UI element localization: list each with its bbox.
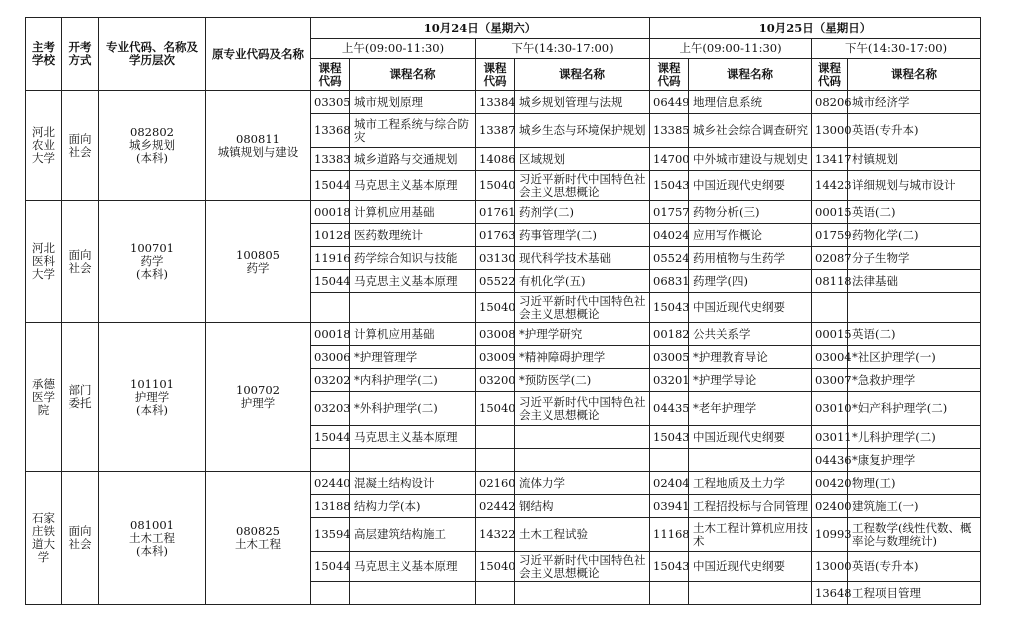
course-code: 00182 xyxy=(650,323,689,346)
course-code: 03200 xyxy=(476,369,515,392)
course-name: *护理学导论 xyxy=(689,369,812,392)
course-name: 区域规划 xyxy=(515,148,650,171)
table-row xyxy=(26,91,981,114)
course-name: 马克思主义基本原理 xyxy=(350,270,476,293)
course-code: 14423 xyxy=(812,171,848,201)
course-code: 00015 xyxy=(812,201,848,224)
course-name: 英语(专升本) xyxy=(848,114,981,148)
course-name: 城乡规划管理与法规 xyxy=(515,91,650,114)
course-code: 13417 xyxy=(812,148,848,171)
course-name: 习近平新时代中国特色社会主义思想概论 xyxy=(515,392,650,426)
course-code: 13385 xyxy=(650,114,689,148)
major-level: (本科) xyxy=(136,151,168,165)
course-name: 城市经济学 xyxy=(848,91,981,114)
course-code: 02400 xyxy=(812,495,848,518)
course-name: 药物化学(二) xyxy=(848,224,981,247)
school-name: 承德医学院 xyxy=(26,323,62,472)
course-code: 15040 xyxy=(476,392,515,426)
orig-major-code: 100702 xyxy=(236,383,280,397)
course-code: 14322 xyxy=(476,518,515,552)
course-name: 药学综合知识与技能 xyxy=(350,247,476,270)
course-name: 城乡社会综合调查研究 xyxy=(689,114,812,148)
header-day2-pm: 下午(14:30-17:00) xyxy=(812,39,981,59)
course-name: 药物分析(三) xyxy=(689,201,812,224)
course-code: 15043 xyxy=(650,552,689,582)
table-row xyxy=(26,323,981,346)
course-name xyxy=(689,449,812,472)
course-name: 土木工程试验 xyxy=(515,518,650,552)
course-code: 03009 xyxy=(476,346,515,369)
course-code: 15044 xyxy=(311,426,350,449)
course-code xyxy=(476,582,515,605)
course-code: 02404 xyxy=(650,472,689,495)
course-name: 药用植物与生药学 xyxy=(689,247,812,270)
course-name: 高层建筑结构施工 xyxy=(350,518,476,552)
course-name: 现代科学技术基础 xyxy=(515,247,650,270)
major-info xyxy=(99,323,206,472)
course-code: 04024 xyxy=(650,224,689,247)
course-code xyxy=(650,449,689,472)
course-name: 计算机应用基础 xyxy=(350,201,476,224)
header-method: 开考方式 xyxy=(62,18,99,91)
course-code: 14086 xyxy=(476,148,515,171)
course-code: 13000 xyxy=(812,114,848,148)
course-name: 物理(工) xyxy=(848,472,981,495)
course-code: 08118 xyxy=(812,270,848,293)
major-name: 护理学 xyxy=(134,389,170,404)
course-code: 11916 xyxy=(311,247,350,270)
schedule-body xyxy=(26,91,981,605)
table-row xyxy=(26,201,981,224)
course-name: *老年护理学 xyxy=(689,392,812,426)
course-name: 城乡生态与环境保护规划 xyxy=(515,114,650,148)
course-code: 03010 xyxy=(812,392,848,426)
course-code: 00018 xyxy=(311,323,350,346)
header-day1: 10月24日（星期六） xyxy=(311,18,650,39)
course-code: 03203 xyxy=(311,392,350,426)
course-name: 药事管理学(二) xyxy=(515,224,650,247)
major-info xyxy=(99,201,206,323)
major-name: 土木工程 xyxy=(129,530,175,545)
course-name: 医药数理统计 xyxy=(350,224,476,247)
course-name: *精神障碍护理学 xyxy=(515,346,650,369)
course-code: 15044 xyxy=(311,171,350,201)
course-code: 10128 xyxy=(311,224,350,247)
course-code: 02087 xyxy=(812,247,848,270)
course-code: 13188 xyxy=(311,495,350,518)
course-name: 药理学(四) xyxy=(689,270,812,293)
header-day1-pm: 下午(14:30-17:00) xyxy=(476,39,650,59)
course-name: 建筑施工(一) xyxy=(848,495,981,518)
course-code: 15040 xyxy=(476,171,515,201)
course-name: 习近平新时代中国特色社会主义思想概论 xyxy=(515,293,650,323)
course-name: 中国近现代史纲要 xyxy=(689,171,812,201)
course-code: 11168 xyxy=(650,518,689,552)
course-code xyxy=(476,426,515,449)
orig-major-info xyxy=(206,323,311,472)
exam-schedule-table xyxy=(25,17,981,605)
orig-major-code: 080825 xyxy=(236,524,280,538)
course-name: *康复护理学 xyxy=(848,449,981,472)
course-name: 钢结构 xyxy=(515,495,650,518)
major-level: (本科) xyxy=(136,402,168,417)
course-name: 混凝土结构设计 xyxy=(350,472,476,495)
header-course-code: 课程代码 xyxy=(650,59,689,91)
school-name: 河北农业大学 xyxy=(26,91,62,201)
course-code: 13387 xyxy=(476,114,515,148)
course-code: 15044 xyxy=(311,270,350,293)
course-code: 03130 xyxy=(476,247,515,270)
header-school: 主考学校 xyxy=(26,18,62,91)
course-code: 06449 xyxy=(650,91,689,114)
course-code: 01761 xyxy=(476,201,515,224)
course-name: 城市规划原理 xyxy=(350,91,476,114)
course-code: 02442 xyxy=(476,495,515,518)
exam-method: 部门委托 xyxy=(62,323,99,472)
header-course-name: 课程名称 xyxy=(350,59,476,91)
course-name: 中国近现代史纲要 xyxy=(689,426,812,449)
orig-major-name: 土木工程 xyxy=(235,537,281,551)
course-code: 03202 xyxy=(311,369,350,392)
course-code: 01757 xyxy=(650,201,689,224)
course-name: *社区护理学(一) xyxy=(848,346,981,369)
course-name: *内科护理学(二) xyxy=(350,369,476,392)
course-code: 13648 xyxy=(812,582,848,605)
header-day1-am: 上午(09:00-11:30) xyxy=(311,39,476,59)
course-name: 中外城市建设与规划史 xyxy=(689,148,812,171)
school-name: 石家庄铁道大学 xyxy=(26,472,62,605)
course-name: 计算机应用基础 xyxy=(350,323,476,346)
course-code: 00420 xyxy=(812,472,848,495)
major-code: 081001 xyxy=(130,517,174,532)
major-code: 082802 xyxy=(130,125,174,139)
orig-major-code: 080811 xyxy=(236,131,280,146)
course-code: 15044 xyxy=(311,552,350,582)
course-name: 法律基础 xyxy=(848,270,981,293)
exam-method: 面向社会 xyxy=(62,91,99,201)
course-code: 03201 xyxy=(650,369,689,392)
course-code: 03941 xyxy=(650,495,689,518)
orig-major-info xyxy=(206,91,311,201)
header-course-code: 课程代码 xyxy=(812,59,848,91)
course-name xyxy=(350,449,476,472)
course-name xyxy=(689,582,812,605)
school-name: 河北医科大学 xyxy=(26,201,62,323)
course-name: 工程数学(线性代数、概率论与数理统计) xyxy=(848,518,981,552)
course-name: 工程地质及土力学 xyxy=(689,472,812,495)
course-name: 中国近现代史纲要 xyxy=(689,293,812,323)
course-code: 03011 xyxy=(812,426,848,449)
course-name: *护理教育导论 xyxy=(689,346,812,369)
course-name: 英语(二) xyxy=(848,201,981,224)
course-name: 习近平新时代中国特色社会主义思想概论 xyxy=(515,552,650,582)
course-code: 03004 xyxy=(812,346,848,369)
orig-major-name: 药学 xyxy=(246,260,270,275)
course-code xyxy=(311,449,350,472)
course-code: 03008 xyxy=(476,323,515,346)
course-name xyxy=(515,449,650,472)
course-name: *儿科护理学(二) xyxy=(848,426,981,449)
course-code: 03305 xyxy=(311,91,350,114)
orig-major-name: 城镇规划与建设 xyxy=(217,144,299,159)
orig-major-info xyxy=(206,201,311,323)
course-code: 15043 xyxy=(650,171,689,201)
exam-method: 面向社会 xyxy=(62,201,99,323)
course-code: 15040 xyxy=(476,293,515,323)
course-code: 04435 xyxy=(650,392,689,426)
course-name xyxy=(350,582,476,605)
course-code xyxy=(812,293,848,323)
course-code: 13383 xyxy=(311,148,350,171)
course-name: 英语(专升本) xyxy=(848,552,981,582)
course-name xyxy=(848,293,981,323)
course-name: 马克思主义基本原理 xyxy=(350,171,476,201)
course-name: 土木工程计算机应用技术 xyxy=(689,518,812,552)
header-course-code: 课程代码 xyxy=(476,59,515,91)
course-name: *妇产科护理学(二) xyxy=(848,392,981,426)
course-name: 习近平新时代中国特色社会主义思想概论 xyxy=(515,171,650,201)
course-name: *护理学研究 xyxy=(515,323,650,346)
header-major: 专业代码、名称及学历层次 xyxy=(99,18,206,91)
course-name: 流体力学 xyxy=(515,472,650,495)
course-code: 13000 xyxy=(812,552,848,582)
major-code: 100701 xyxy=(130,241,174,255)
course-name: 村镇规划 xyxy=(848,148,981,171)
course-code: 03006 xyxy=(311,346,350,369)
header-course-name: 课程名称 xyxy=(848,59,981,91)
course-code xyxy=(650,582,689,605)
header-course-name: 课程名称 xyxy=(689,59,812,91)
header-course-code: 课程代码 xyxy=(311,59,350,91)
exam-method: 面向社会 xyxy=(62,472,99,605)
course-code: 01763 xyxy=(476,224,515,247)
course-name: *护理管理学 xyxy=(350,346,476,369)
course-code: 14700 xyxy=(650,148,689,171)
course-name: 马克思主义基本原理 xyxy=(350,426,476,449)
major-name: 城乡规划 xyxy=(129,138,175,152)
course-code: 05522 xyxy=(476,270,515,293)
table-row xyxy=(26,472,981,495)
course-name: 公共关系学 xyxy=(689,323,812,346)
course-name: 工程项目管理 xyxy=(848,582,981,605)
course-name xyxy=(515,426,650,449)
course-name: 有机化学(五) xyxy=(515,270,650,293)
header-day2: 10月25日（星期日） xyxy=(650,18,981,39)
course-name: 城乡道路与交通规划 xyxy=(350,148,476,171)
major-info xyxy=(99,91,206,201)
header-course-name: 课程名称 xyxy=(515,59,650,91)
course-name: 结构力学(本) xyxy=(350,495,476,518)
course-code: 04436 xyxy=(812,449,848,472)
course-code xyxy=(311,582,350,605)
course-code: 02440 xyxy=(311,472,350,495)
course-name: 分子生物学 xyxy=(848,247,981,270)
course-name: 英语(二) xyxy=(848,323,981,346)
course-code: 13368 xyxy=(311,114,350,148)
header-day2-am: 上午(09:00-11:30) xyxy=(650,39,812,59)
course-code: 03005 xyxy=(650,346,689,369)
course-code: 13384 xyxy=(476,91,515,114)
course-code: 13594 xyxy=(311,518,350,552)
course-name: *预防医学(二) xyxy=(515,369,650,392)
major-level: (本科) xyxy=(136,267,168,281)
orig-major-info xyxy=(206,472,311,605)
course-code xyxy=(476,449,515,472)
course-name: 城市工程系统与综合防灾 xyxy=(350,114,476,148)
course-name: *外科护理学(二) xyxy=(350,392,476,426)
course-name xyxy=(515,582,650,605)
course-name: 马克思主义基本原理 xyxy=(350,552,476,582)
orig-major-name: 护理学 xyxy=(240,396,276,410)
course-code xyxy=(311,293,350,323)
course-name: 详细规划与城市设计 xyxy=(848,171,981,201)
major-name: 药学 xyxy=(140,254,164,268)
course-code: 15043 xyxy=(650,426,689,449)
course-name xyxy=(350,293,476,323)
course-name: 中国近现代史纲要 xyxy=(689,552,812,582)
major-info xyxy=(99,472,206,605)
course-code: 01759 xyxy=(812,224,848,247)
course-code: 08206 xyxy=(812,91,848,114)
course-name: 药剂学(二) xyxy=(515,201,650,224)
course-code: 15043 xyxy=(650,293,689,323)
course-code: 02160 xyxy=(476,472,515,495)
course-code: 15040 xyxy=(476,552,515,582)
course-name: *急救护理学 xyxy=(848,369,981,392)
orig-major-code: 100805 xyxy=(236,247,280,262)
course-name: 地理信息系统 xyxy=(689,91,812,114)
course-code: 00018 xyxy=(311,201,350,224)
course-name: 应用写作概论 xyxy=(689,224,812,247)
course-code: 10993 xyxy=(812,518,848,552)
course-code: 03007 xyxy=(812,369,848,392)
header-orig-major: 原专业代码及名称 xyxy=(206,18,311,91)
course-name: 工程招投标与合同管理 xyxy=(689,495,812,518)
major-level: (本科) xyxy=(136,543,168,558)
course-code: 06831 xyxy=(650,270,689,293)
course-code: 00015 xyxy=(812,323,848,346)
major-code: 101101 xyxy=(130,376,174,391)
course-code: 05524 xyxy=(650,247,689,270)
